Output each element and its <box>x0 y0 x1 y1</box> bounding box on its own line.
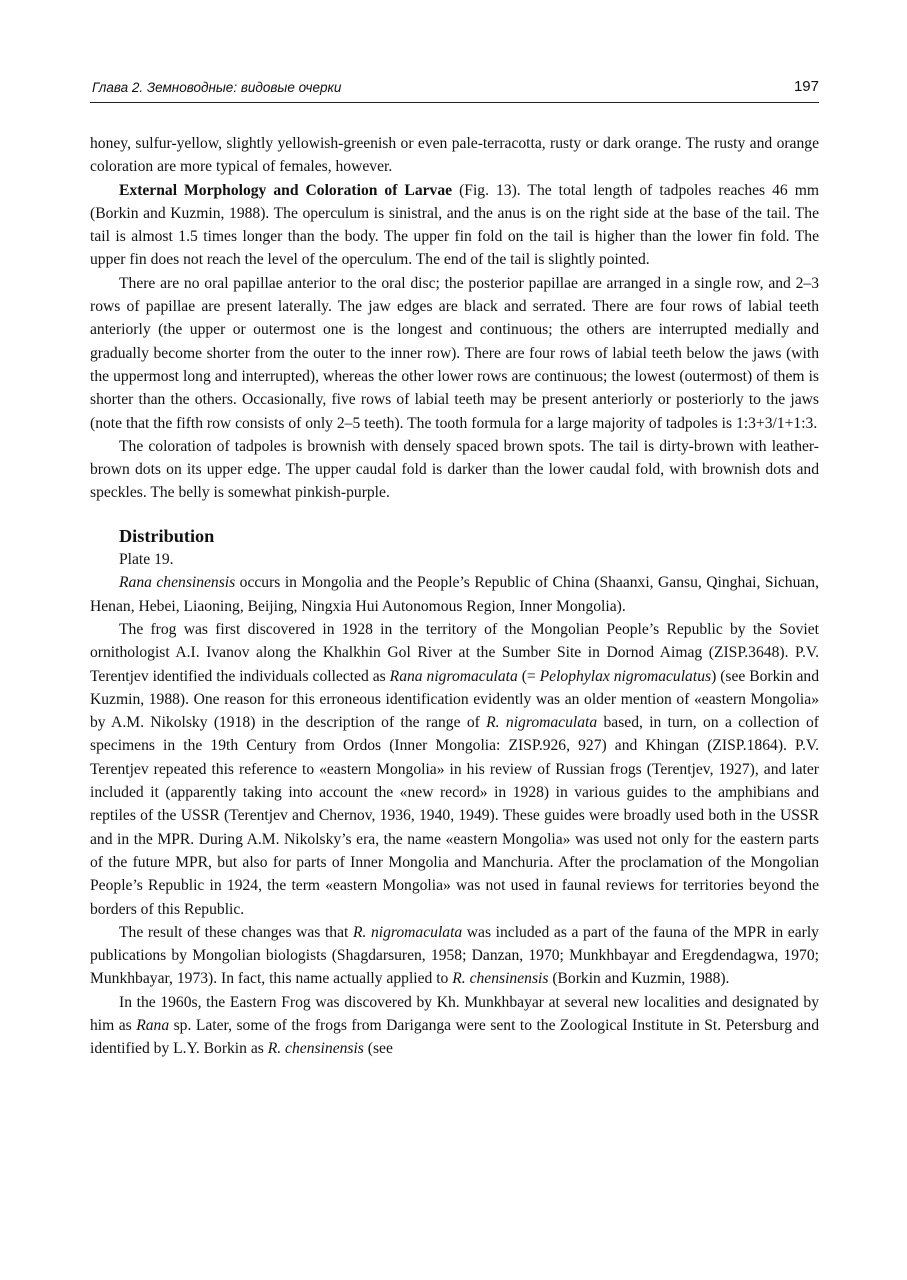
italic-text: Rana chensinensis <box>119 574 236 592</box>
paragraph <box>90 921 819 991</box>
text-run: ) (see Borkin and Kuzmin, 1988). One reason for this erroneous identification evidently was an older mention of «eastern Mongolia» by A.M. Nikolsky (1918) in the description of the range of <box>90 667 820 732</box>
text-run: There are no oral papillae anterior to the oral disc; the posterior papillae are arranged in a single row, and 2–3 rows of papillae are present laterally. The jaw edges are black and serrated. There are four rows of labial teeth anteriorly (the upper or outermost one is the longest and continuous; the others are interrupted medially and gradually become shorter from the outer to the inner row). There are four rows of labial teeth below the jaws (with the uppermost long and interrupted), whereas the other lower rows are continuous; the lowest (outermost) of them is shorter than the others. Occasionally, five rows of labial teeth may be present anteriorly or posteriorly to the jaws (note that the fifth row consists of only 2–5 teeth). The tooth formula for a large majority of tadpoles is 1:3+3/1+1:3. <box>90 274 819 432</box>
text-run: sp. Later, some of the frogs from Dariganga were sent to the Zoological Institute in St. Petersburg and identified by L.Y. Borkin as <box>90 1016 820 1058</box>
section-heading <box>90 525 819 548</box>
text-run: (= <box>517 667 540 685</box>
bold-text: Distribution <box>119 525 215 546</box>
text-run: occurs in Mongolia and the People’s Republic of China (Shaanxi, Gansu, Qinghai, Sichuan, Henan, Hebei, Liaoning, Beijing, Ningxia Hui Autonomous Region, Inner Mongolia). <box>90 574 819 615</box>
italic-text: R. nigromaculata <box>486 714 598 732</box>
text-run: The frog was first discovered in 1928 in the territory of the Mongolian People’s Republic by the Soviet ornithologist A.I. Ivanov along the Khalkhin Gol River at the Sumber Site in Dornod Aimag (ZISP.3648). P.V. Terentjev identified the individuals collected as <box>90 620 819 685</box>
text-run: The result of these changes was that <box>119 923 353 941</box>
italic-text: R. chensinensis <box>267 1040 364 1058</box>
text-run: The coloration of tadpoles is brownish with densely spaced brown spots. The tail is dirty-brown with leather-brown dots on its upper edge. The upper caudal fold is darker than the lower caudal fold, with brownish dots and speckles. The belly is somewhat pinkish-purple. <box>90 437 819 502</box>
text-run: In the 1960s, the Eastern Frog was discovered by Kh. Munkhbayar at several new localities and designated by him as <box>90 993 819 1034</box>
italic-text: Pelophylax nigromaculatus <box>539 667 712 685</box>
paragraph <box>90 272 819 435</box>
text-run: (Borkin and Kuzmin, 1988). <box>548 970 730 988</box>
page-number: 197 <box>793 78 819 95</box>
chapter-title: Глава 2. Земноводные: видовые очерки <box>92 80 342 95</box>
italic-text: Rana <box>136 1016 170 1034</box>
text-run: (Fig. 13). The total length of tadpoles reaches 46 mm (Borkin and Kuzmin, 1988). The operculum is sinistral, and the anus is on the right side at the base of the tail. The tail is almost 1.5 times longer than the body. The upper fin fold on the tail is higher than the lower fin fold. The upper fin does not reach the level of the operculum. The end of the tail is slightly pointed. <box>90 181 819 269</box>
text-run: honey, sulfur-yellow, slightly yellowish-greenish or even pale-terracotta, rusty or dark orange. The rusty and orange coloration are more typical of females, however. <box>90 135 819 176</box>
text-run: based, in turn, on a collection of specimens in the 19th Century from Ordos (Inner Mongolia: ZISP.926, 927) and Khingan (ZISP.1864). P.V. Terentjev repeated this reference to «eastern Mongolia» in his review of Russian frogs (Terentjev, 1927), and later included it (apparently taking into account the «new record» in 1928) in various guides to the amphibians and reptiles of the USSR (Terentjev and Chernov, 1936, 1940, 1949). These guides were broadly used both in the USSR and in the MPR. During A.M. Nikolsky’s era, the name «eastern Mongolia» was used not only for the eastern parts of the future MPR, but also for parts of Inner Mongolia and Manchuria. After the proclamation of the Mongolian People’s Republic in 1924, the term «eastern Mongolia» was not used in faunal reviews for territories beyond the borders of this Republic. <box>90 714 819 918</box>
paragraph <box>90 435 819 505</box>
italic-text: Rana nigromaculata <box>389 667 518 685</box>
bold-text: External Morphology and Coloration of Larvae <box>119 181 453 199</box>
italic-text: R. nigromaculata <box>352 923 463 941</box>
text-run: (see <box>363 1040 393 1058</box>
paragraph <box>90 618 819 921</box>
running-header <box>90 78 819 103</box>
paragraph <box>90 179 819 272</box>
paragraph <box>90 991 819 1061</box>
paragraph <box>90 132 819 179</box>
body-text <box>90 132 819 1061</box>
section-spacer <box>90 505 819 525</box>
text-run: was included as a part of the fauna of the MPR in early publications by Mongolian biologists (Shagdarsuren, 1958; Danzan, 1970; Munkhbayar and Eregdendagwa, 1970; Munkhbayar, 1973). In fact, this name actually applied to <box>90 923 819 988</box>
italic-text: R. chensinensis <box>452 970 549 988</box>
text-run: Plate 19. <box>119 551 174 569</box>
paragraph <box>90 571 819 618</box>
paragraph <box>90 548 819 571</box>
